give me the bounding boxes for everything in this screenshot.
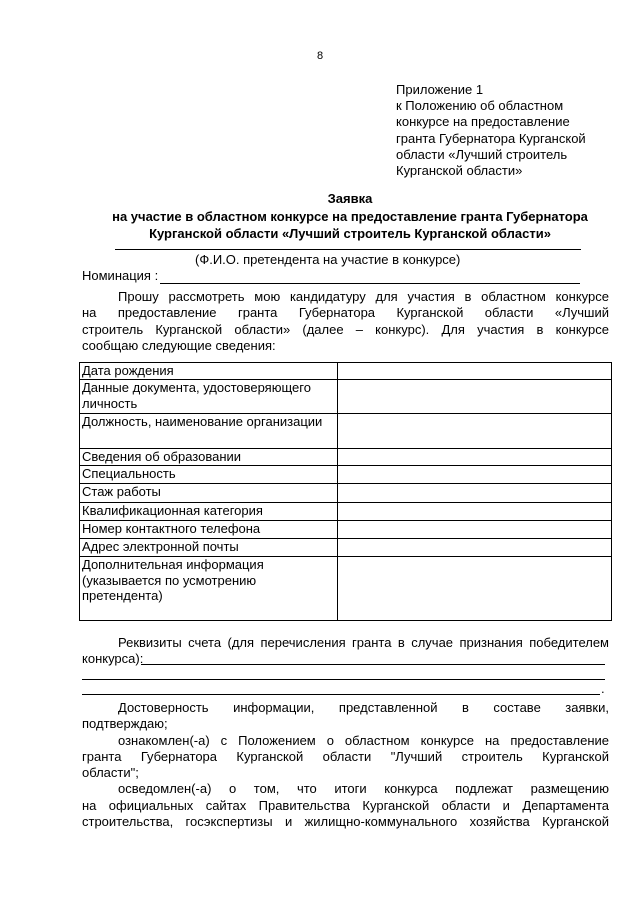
table-row-label: Специальность <box>80 466 338 484</box>
nomination-fill-line <box>160 283 580 284</box>
request-line: на предоставление гранта Губернатора Курганской области «Лучший <box>82 305 609 321</box>
table-row-value <box>338 363 612 380</box>
bank-fill-line <box>141 664 605 665</box>
declarations <box>82 700 609 830</box>
nomination-label: Номинация : <box>82 268 159 283</box>
declaration-line: на официальных сайтах Правительства Курганской области и Департамента <box>82 797 609 813</box>
table-row <box>80 414 612 449</box>
declaration-line: гранта Губернатора Курганской области "Лучший строитель Курганской <box>82 748 609 764</box>
table-row-label: Номер контактного телефона <box>80 521 338 539</box>
fio-fill-line <box>115 249 581 250</box>
bank-fill-line <box>82 694 600 695</box>
table-row-value <box>338 380 612 414</box>
table-row-value <box>338 484 612 503</box>
bank-fill-line <box>82 679 605 680</box>
declaration-line: подтверждаю; <box>82 716 168 732</box>
table-row <box>80 363 612 380</box>
declaration-line: строительства, госэкспертизы и жилищно-коммунального хозяйства Курганской <box>82 814 609 830</box>
fio-caption: (Ф.И.О. претендента на участие в конкурсе) <box>195 252 461 267</box>
table-row-label: Адрес электронной почты <box>80 539 338 557</box>
table-row <box>80 484 612 503</box>
appendix-line: гранта Губернатора Курганской <box>396 130 586 146</box>
table-row-label: Сведения об образовании <box>80 449 338 466</box>
table-row-value <box>338 539 612 557</box>
table-row-value <box>338 466 612 484</box>
table-row-label: Должность, наименование организации <box>80 414 338 449</box>
table-row <box>80 466 612 484</box>
table-row <box>80 557 612 621</box>
appendix-line: к Положению об областном <box>396 98 564 114</box>
appendix-line: Приложение 1 <box>396 82 484 97</box>
table-row-value <box>338 414 612 449</box>
appendix-header <box>396 82 586 179</box>
table-row-label: Дополнительная информация (указывается по усмотрению претендента) <box>80 557 338 621</box>
table-row-label: Стаж работы <box>80 484 338 503</box>
table-row <box>80 539 612 557</box>
applicant-info-table <box>79 362 612 621</box>
table-row-value <box>338 521 612 539</box>
bank-details <box>82 635 609 668</box>
table-row-value <box>338 503 612 521</box>
document-title <box>60 190 640 243</box>
request-paragraph <box>82 289 609 354</box>
appendix-line: области «Лучший строитель <box>396 146 568 162</box>
appendix-line: Курганской области» <box>396 163 523 179</box>
bank-line: конкурса): <box>82 651 144 667</box>
declaration-line: осведомлен(-а) о том, что итоги конкурса подлежат размещению <box>118 781 609 797</box>
bank-end-mark: . <box>601 681 605 696</box>
declaration-line: Достоверность информации, представленной в составе заявки, <box>118 700 609 715</box>
declaration-line: ознакомлен(-а) с Положением о областном конкурсе на предоставление <box>118 732 609 748</box>
title-line: на участие в областном конкурсе на предоставление гранта Губернатора <box>112 208 588 224</box>
table-row-label: Данные документа, удостоверяющего личность <box>80 380 338 414</box>
declaration-line: области"; <box>82 765 139 781</box>
title-heading: Заявка <box>327 191 373 206</box>
table-row-label: Квалификационная категория <box>80 503 338 521</box>
table-row-value <box>338 449 612 466</box>
request-line: Прошу рассмотреть мою кандидатуру для участия в областном конкурсе <box>118 289 609 304</box>
table-row <box>80 503 612 521</box>
request-line: строитель Курганской области» (далее – конкурс). Для участия в конкурсе <box>82 321 609 337</box>
table-row <box>80 449 612 466</box>
table-row <box>80 380 612 414</box>
table-row-value <box>338 557 612 621</box>
table-row-label: Дата рождения <box>80 363 338 380</box>
table-row <box>80 521 612 539</box>
title-line: Курганской области «Лучший строитель Курганской области» <box>149 226 551 241</box>
page-number: 8 <box>316 50 324 62</box>
bank-line: Реквизиты счета (для перечисления гранта в случае признания победителем <box>118 635 609 650</box>
request-line: сообщаю следующие сведения: <box>82 337 276 353</box>
appendix-line: конкурсе на предоставление <box>396 114 570 130</box>
